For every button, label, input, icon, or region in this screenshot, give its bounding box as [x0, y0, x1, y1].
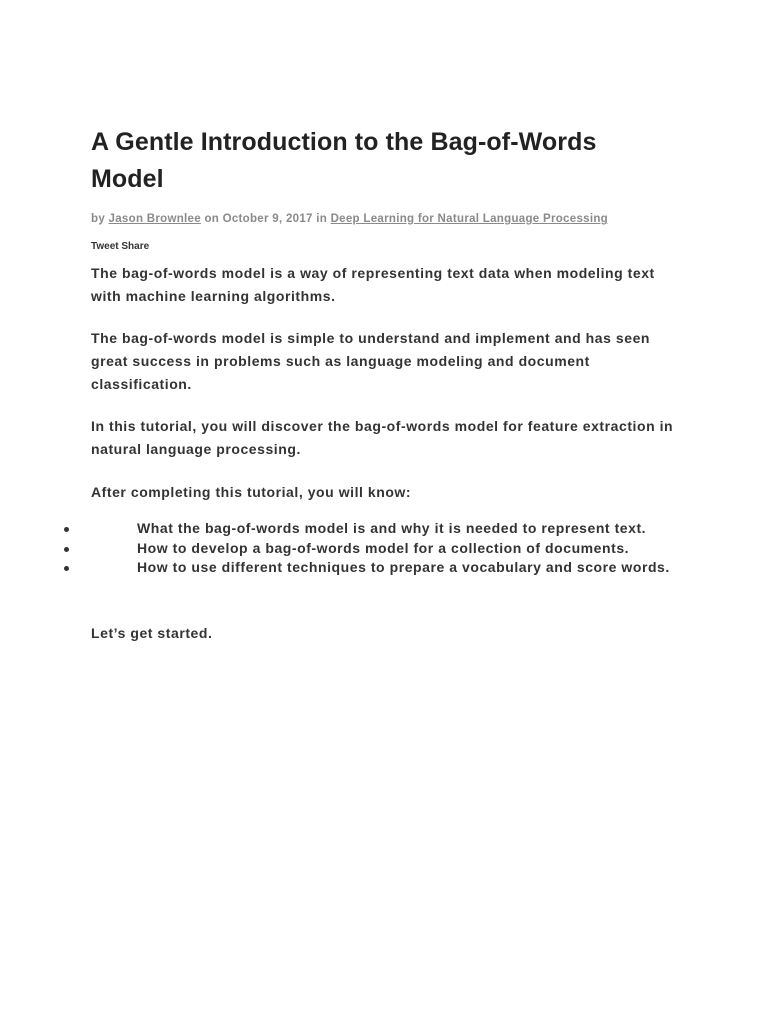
list-item — [0, 519, 700, 539]
article-title: A Gentle Introduction to the Bag-of-Words Model — [91, 128, 597, 193]
bullet-icon — [64, 566, 69, 571]
paragraph-know: After completing this tutorial, you will know: — [91, 484, 412, 500]
list-item — [0, 558, 700, 578]
learning-outcomes-list — [0, 519, 700, 578]
byline-date: on October 9, 2017 in — [204, 213, 328, 225]
bullet-icon — [64, 547, 69, 552]
category-link[interactable]: Deep Learning for Natural Language Processing — [330, 213, 608, 225]
paragraph-tutorial: In this tutorial, you will discover the bag-of-words model for feature extraction in natural language processing. — [91, 418, 674, 457]
paragraph-intro: The bag-of-words model is a way of representing text data when modeling text with machine learning algorithms. — [91, 265, 655, 304]
list-item — [0, 539, 700, 559]
author-link[interactable]: Jason Brownlee — [108, 213, 201, 225]
share-links[interactable]: Tweet Share — [91, 241, 150, 252]
closing-line: Let’s get started. — [91, 625, 213, 641]
list-item-text: How to use different techniques to prepare a vocabulary and score words. — [137, 559, 670, 575]
paragraph-simple: The bag-of-words model is simple to understand and implement and has seen great success in problems such as language modeling and document classification. — [91, 330, 651, 392]
byline-by: by — [91, 213, 106, 225]
list-item-text: How to develop a bag-of-words model for a collection of documents. — [137, 539, 630, 556]
list-item-text: What the bag-of-words model is and why it is needed to represent text. — [137, 520, 647, 536]
bullet-icon — [64, 527, 69, 532]
article-byline — [91, 211, 711, 227]
